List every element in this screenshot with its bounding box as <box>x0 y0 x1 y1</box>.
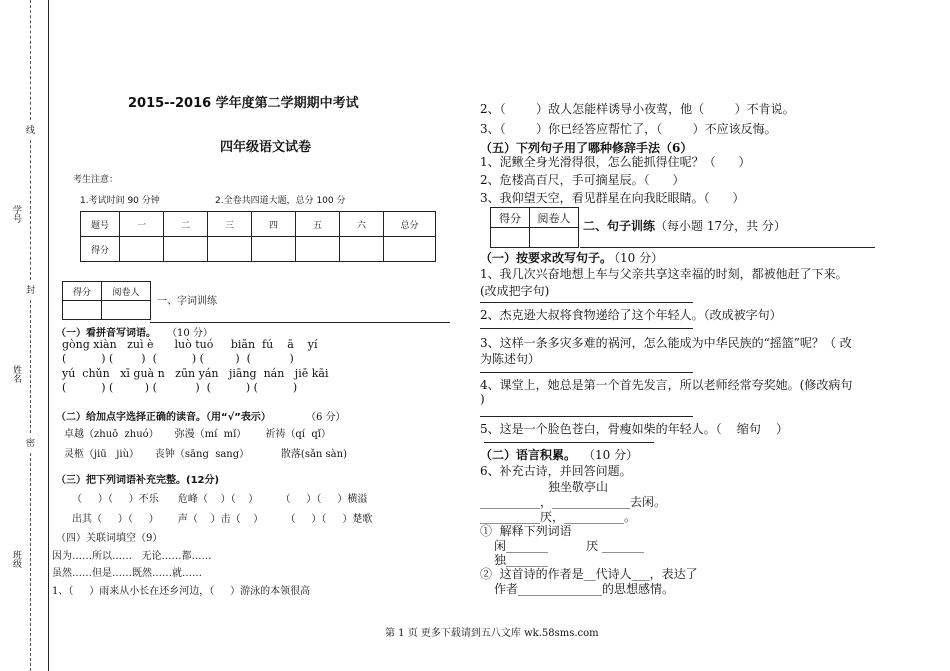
score-table-cell: 得分 <box>81 237 120 262</box>
section2-title: 二、句子训练 <box>583 219 656 233</box>
binding-mark-feng: 封 <box>26 286 36 296</box>
q5-item-3[interactable]: 3、我仰望天空，看见群星在向我眨眼睛。（ ） <box>480 191 745 205</box>
notice-time: 1.考试时间 90 分钟 <box>80 196 160 206</box>
notice-label: 考生注意： <box>73 175 119 185</box>
score-table-score-row <box>81 237 436 262</box>
score-table-cell: 二 <box>164 212 208 237</box>
exam-subtitle: 四年级语文试卷 <box>220 140 312 155</box>
section1-title: 一、字词训练 <box>157 296 217 307</box>
score-input-cell[interactable] <box>296 237 340 262</box>
poem-line-2[interactable]: __________厌，__________。 <box>480 510 637 524</box>
answer-line[interactable] <box>480 372 693 373</box>
grader-score-label: 得分 <box>63 282 102 301</box>
exam-title: 2015--2016 学年度第二学期期中考试 <box>128 96 359 111</box>
score-table-cell: 六 <box>340 212 384 237</box>
grader-name-cell[interactable] <box>530 228 579 248</box>
grader-box <box>62 281 151 320</box>
q4-options-2: 虽然……但是……既然……就…… <box>52 568 202 579</box>
q3-row-1[interactable]: （ ）（ ）不乐 危峰（ ）（ ） （ ）（ ）横溢 <box>72 494 368 505</box>
s2-item-5: 5、这是一个脸色苍白，骨瘦如柴的年轻人。（ 缩句 ） <box>480 422 789 436</box>
score-table <box>80 211 436 262</box>
q2-row-1[interactable]: 卓越（zhuō zhuó） 弥漫（mí mǐ） 祈祷（qí qǐ） <box>64 429 331 440</box>
pinyin-row-2: yú chǔn xī guà n zūn yán jiāng nán jiē kāi <box>62 367 329 380</box>
score-input-cell[interactable] <box>252 237 296 262</box>
answer-line[interactable] <box>484 442 654 443</box>
answer-line[interactable] <box>480 416 693 417</box>
q3-row-2[interactable]: 出其（ ）（ ） 声（ ）击（ ） （ ）（ ）楚歌 <box>72 514 373 525</box>
s2q1-title: （一）按要求改写句子。 <box>480 251 613 265</box>
page-footer: 第 1 页 更多下载请到五八文库 wk.58sms.com <box>385 628 599 639</box>
section2-points: （每小题 17分，共 分） <box>655 219 786 233</box>
q4-title: （四）关联词填空（9） <box>56 533 163 544</box>
sub-question-2-b[interactable]: 作者______________的思想感情。 <box>494 582 675 596</box>
grader-name-label: 阅卷人 <box>530 208 579 228</box>
s2-item-4-requirement: ) <box>480 392 485 406</box>
q2-points: （6 分） <box>306 412 346 423</box>
student-name-label: 姓名 <box>11 365 21 383</box>
section-rule <box>580 247 875 248</box>
q4-item-1[interactable]: 1、（ ）雨来从小长在还乡河边，（ ）游泳的本领很高 <box>52 586 311 597</box>
binding-mark-xian: 线 <box>26 126 36 136</box>
answer-blanks-row-1[interactable]: ( ) ( ) ( ) ( ) ( ) <box>62 352 294 365</box>
score-input-cell[interactable] <box>384 237 436 262</box>
q1-points: （10 分） <box>167 328 213 339</box>
s2q2-points: （10 分） <box>583 448 639 462</box>
score-input-cell[interactable] <box>340 237 384 262</box>
class-label: 班级 <box>11 550 21 568</box>
s2-item-2: 2、杰克逊大叔将食物递给了这个年轻人。（改成被字句） <box>480 308 782 322</box>
binding-dash <box>30 300 31 433</box>
binding-dash <box>30 140 31 280</box>
q2-row-2[interactable]: 灵柩（jiū jiù） 丧钟（sāng sang） 散落(sǎn sàn) <box>64 449 347 460</box>
answer-blanks-row-2[interactable]: ( ) ( ) ( ) ( ) ( ) <box>62 381 298 394</box>
score-table-cell: 总分 <box>384 212 436 237</box>
q5-item-1[interactable]: 1、泥鳅全身光滑得很，怎么能抓得住呢？（ ） <box>480 155 751 169</box>
q4-item-2[interactable]: 2、（ ）敌人怎能样诱导小夜莺，他（ ）不肯说。 <box>480 102 795 116</box>
section-rule <box>150 322 450 323</box>
q2-title: （二）给加点字选择正确的读音。（用“√”表示） <box>56 412 271 423</box>
sub-question-1-words[interactable]: 闲_______ 厌 _______ <box>494 539 644 553</box>
pinyin-row-1: gòng xiàn zuì è luò tuó biān fú ā yí <box>62 338 318 351</box>
score-table-header-row <box>81 212 436 237</box>
score-table-cell: 三 <box>208 212 252 237</box>
binding-line <box>48 0 49 671</box>
s2-item-1: 1、我几次兴奋地想上车与父亲共享这幸福的时刻，都被他赶了下来。 <box>480 267 848 281</box>
s2-item-3-requirement: 为陈述句） <box>480 352 541 366</box>
q1-title: （一）看拼音写词语。 <box>56 328 156 339</box>
binding-dash <box>30 453 31 671</box>
q5-title: （五）下列句子用了哪种修辞手法（6） <box>480 141 693 155</box>
s2q1-points: （10 分） <box>608 251 664 265</box>
notice-score: 2.全卷共四道大题，总分 100 分 <box>215 196 346 206</box>
score-table-cell: 一 <box>120 212 164 237</box>
student-number-label: 学号 <box>11 205 21 223</box>
score-input-cell[interactable] <box>164 237 208 262</box>
sub-question-1: ① 解释下列词语 <box>480 524 572 538</box>
score-table-cell: 题号 <box>81 212 120 237</box>
grader-score-cell[interactable] <box>491 228 530 248</box>
q5-item-2[interactable]: 2、危楼高百尺，手可摘星辰。（ ） <box>480 173 685 187</box>
q4-item-3[interactable]: 3、（ ）你已经答应帮忙了，（ ）不应该反悔。 <box>480 122 777 136</box>
q3-title: （三）把下列词语补充完整。(12分) <box>56 475 220 486</box>
s2-item-1-requirement: (改成把字句) <box>480 284 550 298</box>
poem-title: 独坐敬亭山 <box>548 480 609 494</box>
grader-name-label: 阅卷人 <box>102 282 151 301</box>
grader-score-label: 得分 <box>491 208 530 228</box>
s2q2-title: （二）语言积累。 <box>480 448 577 462</box>
score-table-cell: 五 <box>296 212 340 237</box>
q4-options-1: 因为……所以…… 无论……都…… <box>52 551 212 562</box>
score-input-cell[interactable] <box>208 237 252 262</box>
answer-line[interactable] <box>480 302 693 303</box>
grader-score-cell[interactable] <box>63 301 102 320</box>
s2-item-3: 3、这样一条多灾多难的祸河，怎么能成为中华民族的“摇篮”呢？（ 改 <box>480 336 852 350</box>
s2-item-6: 6、补充古诗，并回答问题。 <box>480 464 632 478</box>
grader-box-2 <box>490 207 579 248</box>
binding-mark-mi: 密 <box>26 439 36 449</box>
grader-name-cell[interactable] <box>102 301 151 320</box>
score-table-cell: 四 <box>252 212 296 237</box>
score-input-cell[interactable] <box>120 237 164 262</box>
sub-question-2[interactable]: ② 这首诗的作者是__代诗人___，表达了 <box>480 567 698 581</box>
binding-dash <box>30 0 31 120</box>
sub-question-1-words-2[interactable]: 独_______ <box>494 553 549 567</box>
poem-line-1[interactable]: __________，_____________去闲。 <box>480 495 667 509</box>
s2-item-4: 4、课堂上，她总是第一个首先发言，所以老师经常夸奖她。(修改病句 <box>480 378 853 392</box>
answer-line[interactable] <box>480 328 693 329</box>
